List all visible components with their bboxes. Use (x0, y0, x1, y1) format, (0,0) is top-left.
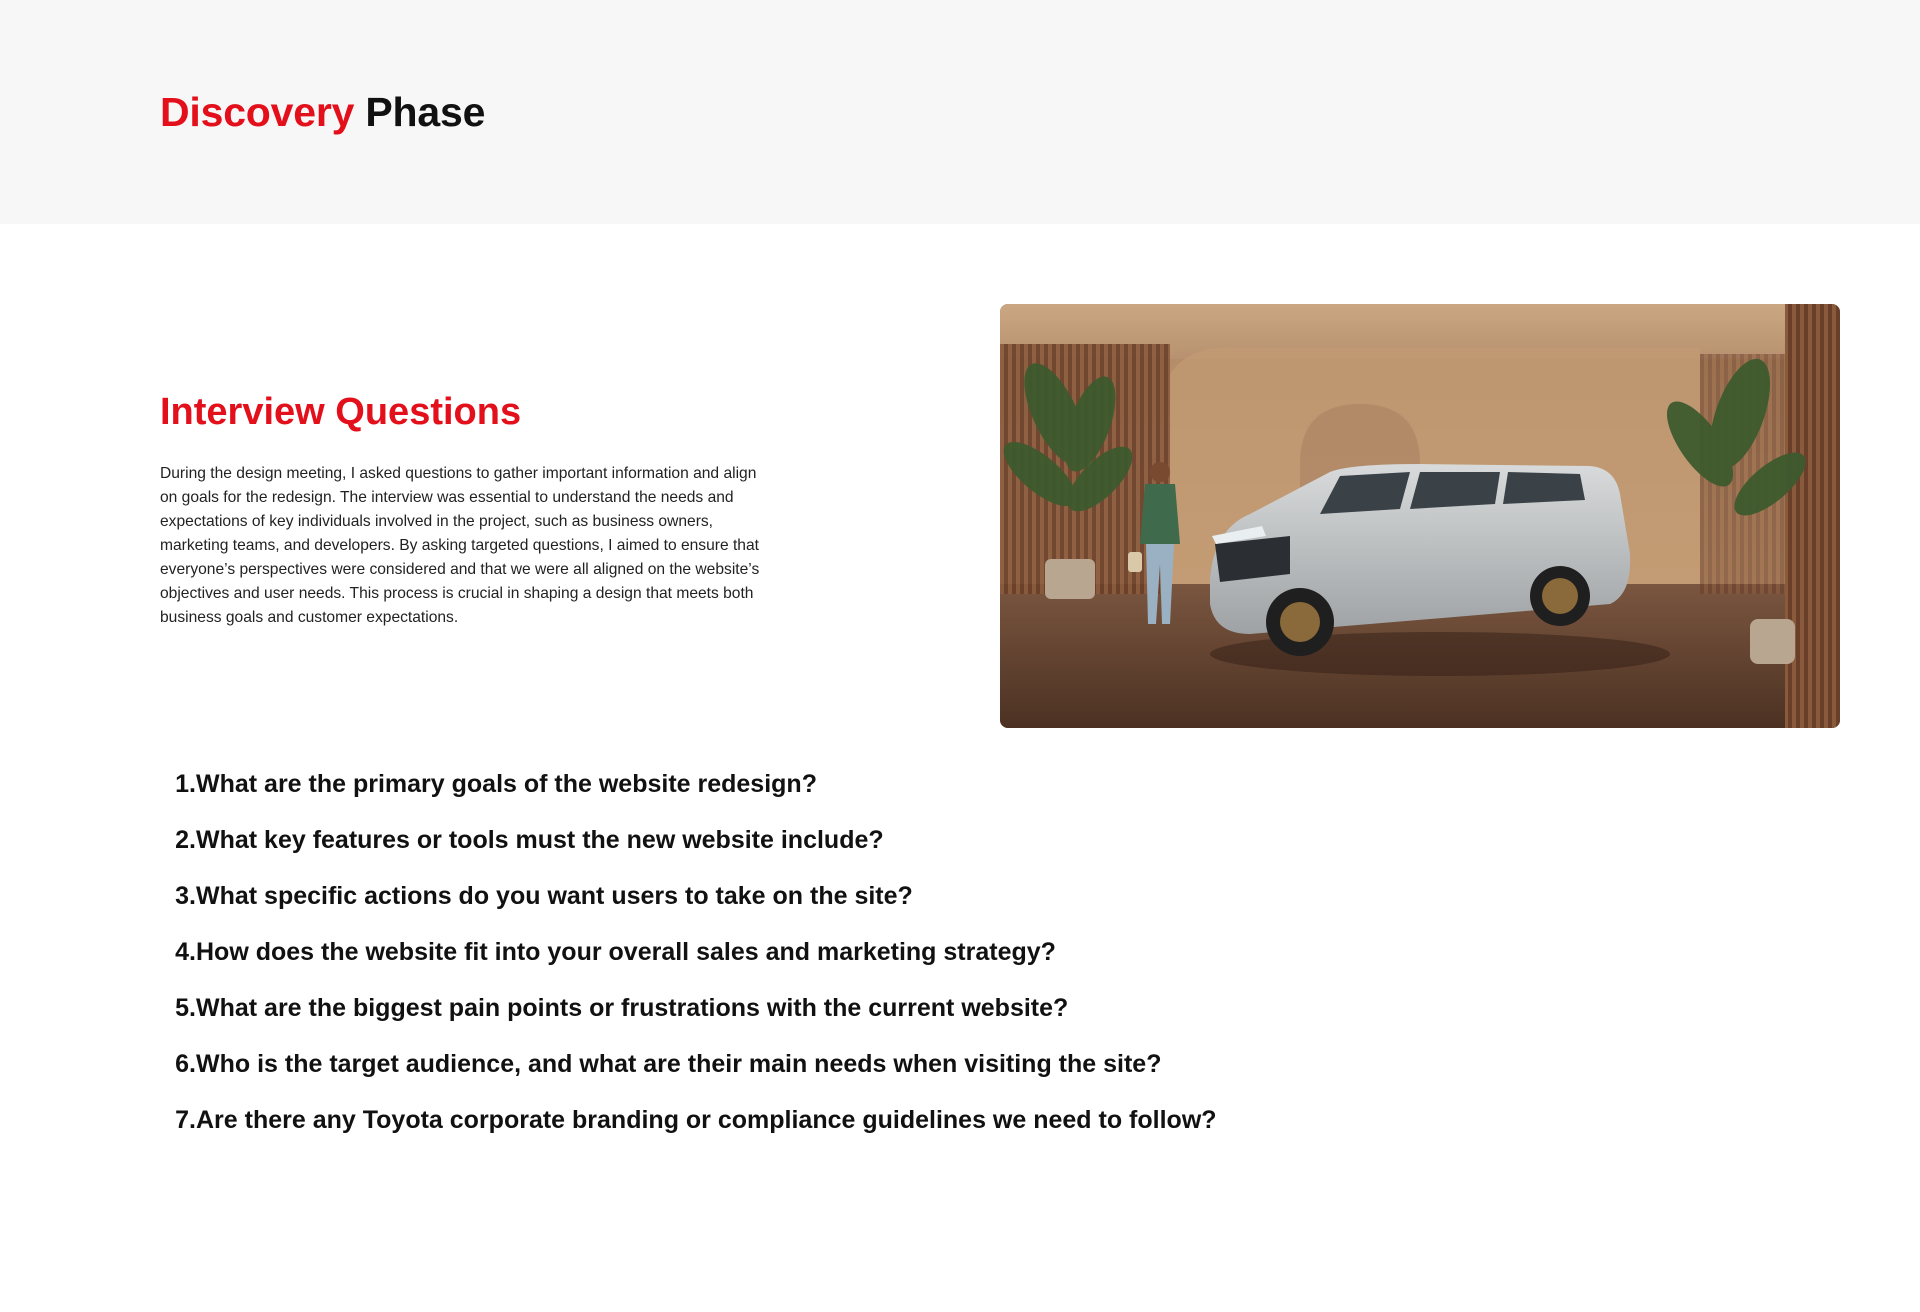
question-text: What specific actions do you want users to take on the site? (196, 882, 913, 910)
question-item (160, 882, 1217, 938)
question-item (160, 1050, 1217, 1106)
question-number: 5. (175, 994, 196, 1022)
page-title-rest: Phase (354, 89, 486, 135)
question-number: 7. (175, 1106, 196, 1134)
question-text: What are the biggest pain points or frustrations with the current website? (196, 994, 1069, 1022)
page-title-accent: Discovery (160, 89, 355, 135)
question-number: 1. (175, 770, 196, 798)
intro-paragraph: During the design meeting, I asked questions to gather important information and align on goals for the redesign. The interview was essential to understand the needs and expectations of key individuals involved in the project, such as business owners, marketing teams, and developers. By asking targeted questions, I aimed to ensure that everyone’s perspectives were considered and that we were all aligned on the website’s objectives and user needs. This process is crucial in shaping a design that meets both business goals and customer expectations. (160, 465, 760, 626)
question-item (160, 1106, 1217, 1162)
question-text: What key features or tools must the new website include? (196, 826, 884, 854)
question-number: 3. (175, 882, 196, 910)
question-item (160, 770, 1217, 826)
question-list (160, 770, 1217, 1162)
page-title (160, 82, 485, 142)
section-heading: Interview Questions (160, 391, 522, 433)
hero-image (1000, 304, 1840, 728)
hero-illustration (1000, 304, 1840, 728)
question-text: Are there any Toyota corporate branding or compliance guidelines we need to follow? (196, 1106, 1217, 1134)
question-text: Who is the target audience, and what are their main needs when visiting the site? (196, 1050, 1162, 1078)
question-item (160, 994, 1217, 1050)
question-text: How does the website fit into your overall sales and marketing strategy? (196, 938, 1056, 966)
question-item (160, 826, 1217, 882)
question-number: 6. (175, 1050, 196, 1078)
question-text: What are the primary goals of the website redesign? (196, 770, 817, 798)
question-number: 2. (175, 826, 196, 854)
question-number: 4. (175, 938, 196, 966)
question-item (160, 938, 1217, 994)
